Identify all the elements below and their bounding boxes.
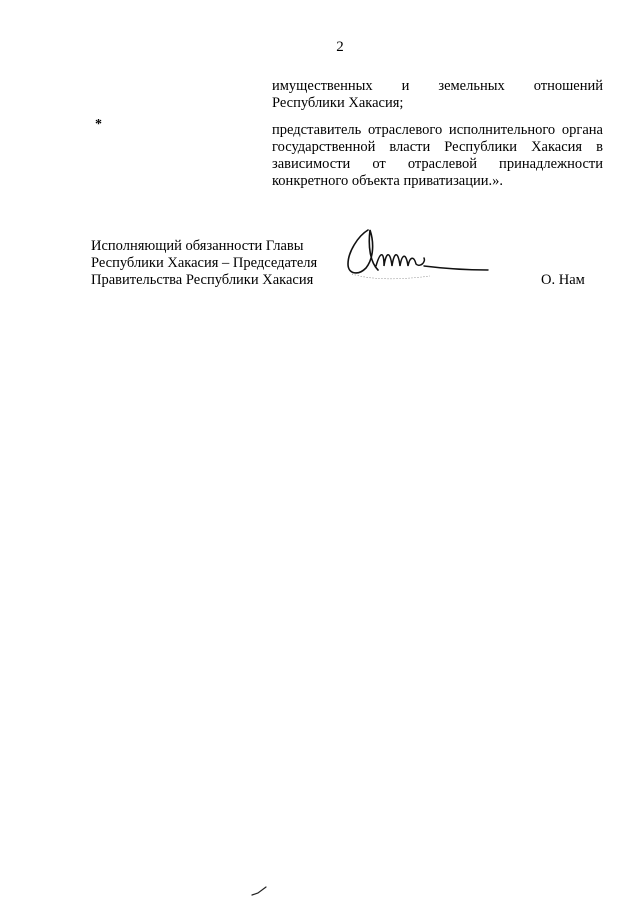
signatory-title-line-2: Республики Хакасия – Председателя bbox=[91, 255, 318, 271]
signatory-title-line-3: Правительства Республики Хакасия bbox=[91, 272, 314, 288]
paragraph-land-relations: имущественных и земельных отношений Республики Хакасия; bbox=[272, 78, 603, 111]
paragraph-representative: представитель отраслевого исполнительного органа государственной власти Республики Хакасия в зависимости от отраслевой принадлежности конкретного объекта приватизации.». bbox=[272, 122, 603, 189]
page-number: 2 bbox=[336, 39, 344, 55]
margin-asterisk: * bbox=[95, 117, 102, 132]
signatory-title bbox=[91, 238, 331, 289]
signatory-title-line-1: Исполняющий обязанности Главы bbox=[91, 238, 304, 254]
handwritten-signature bbox=[340, 222, 495, 292]
signatory-name: О. Нам bbox=[541, 272, 585, 288]
scan-tick-mark bbox=[250, 885, 268, 897]
